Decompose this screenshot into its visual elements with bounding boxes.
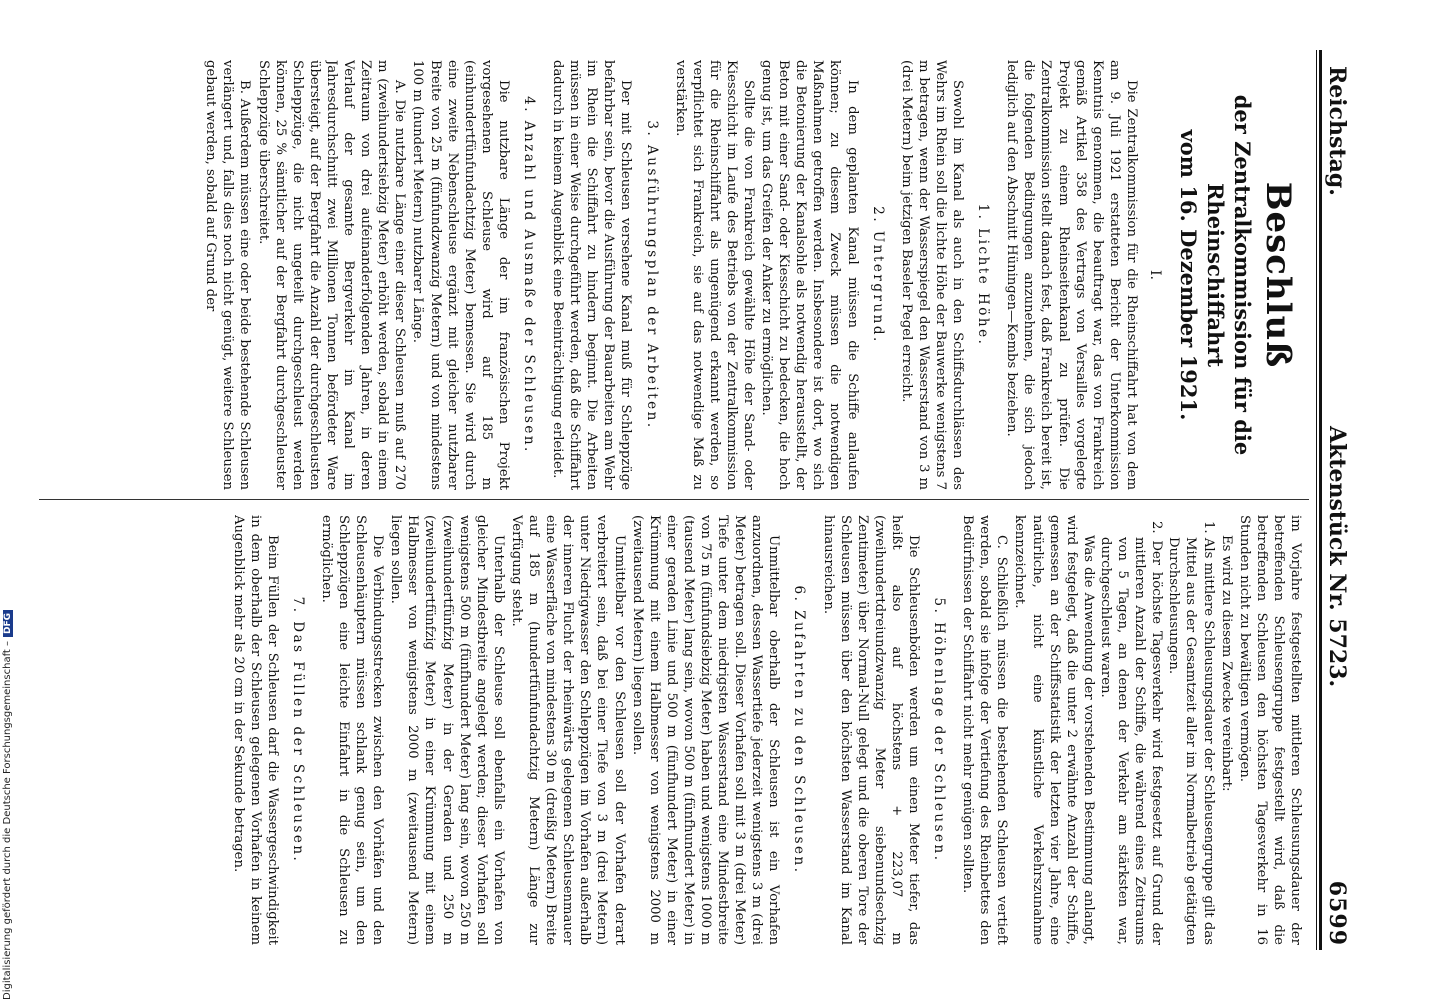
dfg-logo: DFG (3, 610, 13, 637)
section-5-text: Die Schleusenböden werden um einen Meter tiefer, das heißt also auf höchstens + 223,07 m (zweihundertdreiundzwanzig Meter siebenundsechzig Zentimeter) über Normal-Null gelegt und die oberen Tore der Schleusen müssen über den höchsten Wasserstand im Kanal hinausreichen. (820, 515, 922, 945)
header-page-number: 6599 (1324, 880, 1350, 946)
right-column (34, 515, 1304, 945)
left-column (34, 60, 1304, 490)
section-3-text: Der mit Schleusen versehene Kanal muß für Schleppzüge befahrbar sein, bevor die Ausführung der Bauarbeiten am Wehr im Rhein die Schiffahrt zu hindern beginnt. Die Arbeiten müssen in einer Weise durchgeführt werden, daß die Schiffahrt dadurch in keinem Augenblick eine Beeinträchtigung erleidet. (550, 60, 634, 490)
section-6-paragraph-4: Die Verbindungsstrecken zwischen den Vorhäfen und den Schleusenhäuptern müssen schlank genug sein, um den Schleppzügen eine leichte Einfahrt in die Schleusen zu ermöglichen. (318, 515, 386, 945)
section-7-text: Beim Füllen der Schleusen darf die Wassergeschwindigkeit in dem oberhalb der Schleusen gelegenen Vorhafen in keinem Augenblick mehr als 20 cm in der Sekunde betragen. (230, 515, 280, 945)
application-paragraph: Was die Anwendung der vorstehenden Bestimmung anlangt, wird festgelegt, daß die unter 2 erwähnte Anzahl der Schiffe, gemessen an der Schiffsstatistik der letzten vier Jahre, eine natürliche, nicht eine künstliche Verkehrszunahme kennzeichnet. (1012, 515, 1096, 945)
list-item: 1. Als mittlere Schleusungsdauer der Schleusengruppe gilt das Mittel aus der Gesamtzeit aller im Normalbetrieb getätigten Durchschleusungen. (1166, 521, 1216, 945)
header-rule-thick (1319, 50, 1322, 950)
paragraph-c: C. Schließlich müssen die bestehenden Schleusen vertieft werden, sobald sie infolge der Vertiefung des Rheinbettes den Bedürfnissen der Schiffahrt nicht mehr genügen sollten. (960, 515, 1010, 945)
column-separator (39, 499, 1309, 500)
section-3-heading: 3. Ausführungsplan der Arbeiten. (643, 120, 660, 430)
header-document-number: Aktenstück Nr. 5723. (1324, 426, 1350, 688)
digitization-credit (2, 610, 13, 1000)
section-6-heading: 6. Zufahrten zu den Schleusen. (791, 585, 808, 875)
credit-text: Digitalisierung gefördert durch die Deutsche Forschungsgemeinschaft – (2, 640, 13, 1000)
document-date: vom 16. Dezember 1921. (1176, 129, 1201, 421)
document-subtitle: der Zentralkommission für die Rheinschiffahrt (1203, 94, 1255, 456)
section-2-heading: 2. Untergrund. (869, 206, 886, 344)
section-6-paragraph-1: Unmittelbar oberhalb der Schleusen ist ein Vorhafen anzuordnen, dessen Wassertiefe jederzeit wenigstens 3 m (drei Meter) betragen soll. Dieser Vorhafen soll mit 3 m (drei Meter) Tiefe unter dem niedrigsten Wasserstand eine Mindestbreite von 75 m (fünfundsiebzig Meter) haben und wenigstens 1000 m (tausend Meter) lang sein, wovon 500 m (fünfhundert Meter) in einer geraden Linie und 500 m (fünfhundert Meter) in einer Krümmung mit einem Halbmesser von wenigstens 2000 m (zweitausend Metern) liegen sollen. (629, 515, 782, 945)
list-item: 2. Der höchste Tagesverkehr wird festgesetzt auf Grund der mittleren Anzahl der Schiffe, die während eines Zeitraums von 5 Tagen, an denen der Verkehr am stärksten war, durchgeschleust waren. (1097, 521, 1165, 945)
document-title: Beschluß (1258, 181, 1298, 369)
page-header (1324, 66, 1350, 946)
continued-paragraph: im Vorjahre festgestellten mittleren Schleusungsdauer der betreffenden Schleusengruppe festgestellt wird, daß die betreffenden Schleusen den höchsten Tagesverkehr in 16 Stunden nicht zu bewältigen vermögen. (1236, 515, 1303, 945)
section-4-paragraph-b: B. Außerdem müssen eine oder beide bestehende Schleusen verlängert und, falls dies noch nicht genügt, weitere Schleusen gebaut werden, sobald auf Grund der (203, 60, 253, 490)
section-1-text: Sowohl im Kanal als auch in den Schiffsdurchlässen des Wehrs im Rhein soll die lichte Höhe der Bauwerke wenigstens 7 m betragen, wenn der Wasserspiegel den Wasserstand von 3 m (drei Metern) beim jetzigen Baseler Pegel erreicht. (898, 60, 966, 490)
section-2-paragraph-1: In dem geplanten Kanal müssen die Schiffe anlaufen können; zu diesem Zweck müssen die notwendigen Maßnahmen getroffen werden. Insbesondere ist dort, wo sich die Betonierung der Kanalsohle als notwendig herausstellt, der Beton mit einer Sand- oder Kiesschicht zu bedecken, die hoch genug ist, um das Greifen der Anker zu ermöglichen. (759, 60, 860, 490)
agreement-list (1097, 515, 1217, 945)
section-6-paragraph-3: Unterhalb der Schleuse soll ebenfalls ein Vorhafen von gleicher Mindestbreite angelegt werden; dieser Vorhafen soll wenigstens 500 m (fünfhundert Meter) lang sein, wovon 250 m (zweihundertfünfzig Meter) in der Geraden und 250 m (zweihundertfünfzig Meter) in einer Krümmung mit einem Halbmesser von wenigstens 2000 m (zweitausend Metern) liegen sollen. (388, 515, 506, 945)
section-4-heading: 4. Anzahl und Ausmaße der Schleusen. (521, 96, 537, 454)
header-reichstag: Reichstag. (1324, 66, 1350, 196)
section-6-paragraph-2: Unmittelbar vor den Schleusen soll der Vorhafen derart verbreitert sein, daß bei einer Tiefe von 3 m (drei Metern) unter Niedrigwasser den Schleppzügen im Vorhafen außerhalb der inneren Flucht der rheinwärts gelegenen Schleusenmauer eine Wasserfläche von mindestens 30 m (dreißig Metern) Breite auf 185 m (hundertfünfundachtzig Metern) Länge zur Verfügung steht. (508, 515, 627, 945)
section-4-paragraph-1: Die nutzbare Länge der im französischen Projekt vorgesehenen Schleuse wird auf 185 m (einhundertfünfundachtzig Meter) bemessen. Sie wird durch eine zweite Nebenschleuse ergänzt mit gleicher nutzbarer Breite von 25 m (fünfundzwanzig Metern) und von mindestens 100 m (hundert Metern) nutzbarer Länge. (410, 60, 511, 490)
section-2-paragraph-2: Sollte die von Frankreich gewählte Höhe der Sand- oder Kiesschicht im Laufe des Betriebs von der Zentralkommission für die Rheinschiffahrt als ungenügend erkannt werden, so verpflichtet sich Frankreich, sie auf das notwendige Maß zu verstärken. (672, 60, 757, 490)
section-4-paragraph-a: A. Die nutzbare Länge einer dieser Schleusen muß auf 270 m (zweihundertsiebzig Meter) erhöht werden, sobald in einem Zeitraum von drei aufeinanderfolgenden Jahren, in deren Verlauf der gesamte Bergverkehr im Kanal im Jahresdurchschnitt zwei Millionen Tonnen befördeter Ware übersteigt, auf der Bergfahrt die Anzahl der durchgeschleusten Schleppzüge, die nicht ungeteilt durchgeschleust werden können, 25 % sämtlicher auf der Bergfahrt durchgeschleuster Schleppzüge überschreitet. (255, 60, 408, 490)
agreed-statement: Es wird zu diesem Zwecke vereinbart: (1218, 535, 1234, 792)
header-rule-thin (1316, 50, 1317, 950)
part-numeral: I. (1147, 270, 1163, 280)
section-7-heading: 7. Das Füllen der Schleusen. (289, 596, 306, 864)
intro-paragraph: Die Zentralkommission für die Rheinschiffahrt hat von dem am 9. Juli 1921 erstatteten Bericht der Unterkommission Kenntnis genommen, die beauftragt war, das von Frankreich gemäß Artikel 358 des Vertrags von Versailles vorgelegte Projekt zu einem Rheinseitenkanal zu prüfen. Die Zentralkommission stellt danach fest, daß Frankreich bereit ist, die folgenden Bedingungen anzunehmen, die sich jedoch lediglich auf den Abschnitt Hüningen—Kembs beziehen. (1004, 60, 1139, 490)
section-5-heading: 5. Höhenlage der Schleusen. (931, 597, 948, 863)
section-1-heading: 1. Lichte Höhe. (975, 203, 992, 347)
